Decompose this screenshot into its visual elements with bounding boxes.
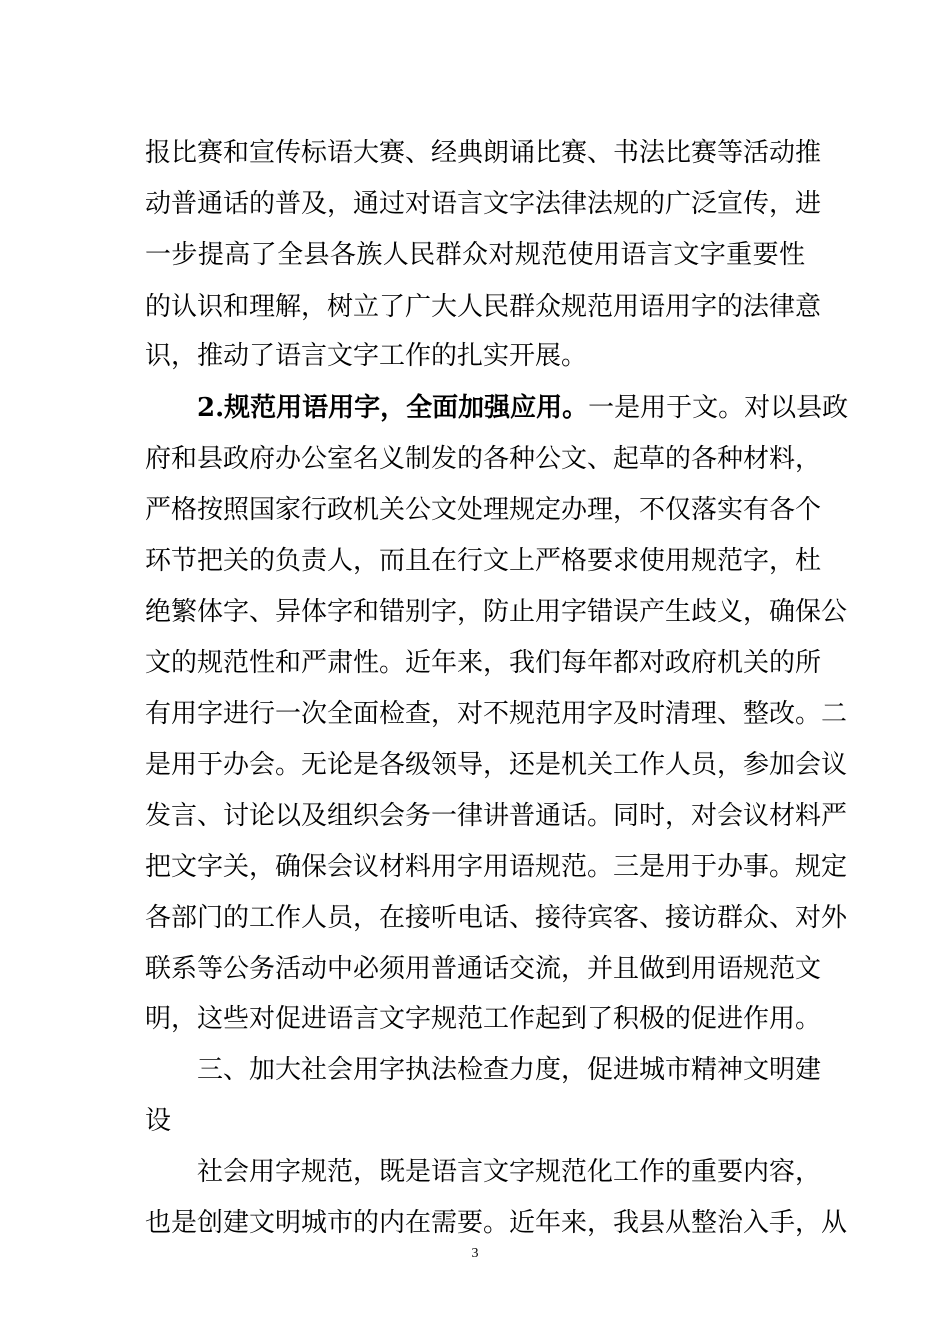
page-number: 3 [471,1246,479,1261]
body-line: 有用字进行一次全面检查，对不规范用字及时清理、整改。二 [145,699,848,729]
section3-heading-cont: 设 [145,1106,172,1136]
body-line: 动普通话的普及，通过对语言文字法律法规的广泛宣传，进 [145,189,822,219]
body-line: 府和县政府办公室名义制发的各种公文、起草的各种材料， [145,444,822,474]
body-line: 识，推动了语言文字工作的扎实开展。 [145,341,588,371]
body-line: 的认识和理解，树立了广大人民群众规范用语用字的法律意 [145,292,822,322]
body-line: 一步提高了全县各族人民群众对规范使用语言文字重要性 [145,240,805,270]
body-line: 是用于办会。无论是各级领导，还是机关工作人员，参加会议 [145,750,848,780]
section3-heading: 三、加大社会用字执法检查力度，促进城市精神文明建 [197,1055,822,1085]
body-line: 把文字关，确保会议材料用字用语规范。三是用于办事。规定 [145,852,848,882]
body-line: 文的规范性和严肃性。近年来，我们每年都对政府机关的所 [145,648,822,678]
section2-first-line [197,388,849,428]
body-line: 明，这些对促进语言文字规范工作起到了积极的促进作用。 [145,1004,822,1034]
body-line: 发言、讨论以及组织会务一律讲普通话。同时，对会议材料严 [145,801,848,831]
body-line: 绝繁体字、异体字和错别字，防止用字错误产生歧义，确保公 [145,597,848,627]
body-line: 严格按照国家行政机关公文处理规定办理，不仅落实有各个 [145,495,822,525]
body-line: 也是创建文明城市的内在需要。近年来，我县从整治入手，从 [145,1208,848,1238]
body-line: 报比赛和宣传标语大赛、经典朗诵比赛、书法比赛等活动推 [145,138,822,168]
body-line: 联系等公务活动中必须用普通话交流，并且做到用语规范文 [145,954,822,984]
section2-heading: 2.规范用语用字，全面加强应用。 [197,393,589,423]
section2-first-tail: 一是用于文。对以县政 [588,393,849,423]
body-line: 社会用字规范，既是语言文字规范化工作的重要内容， [197,1157,822,1187]
body-line: 各部门的工作人员，在接听电话、接待宾客、接访群众、对外 [145,903,848,933]
body-line: 环节把关的负责人，而且在行文上严格要求使用规范字，杜 [145,546,822,576]
